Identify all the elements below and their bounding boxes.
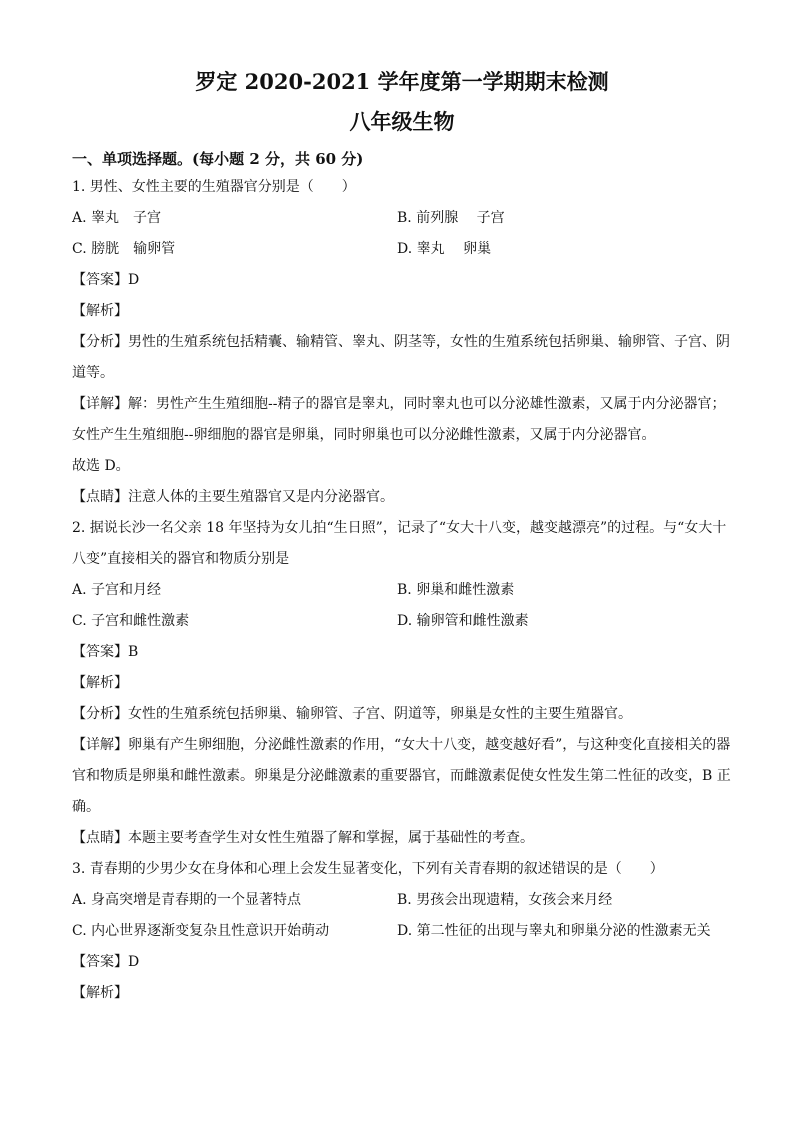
section-heading: 一、单项选择题。(每小题 2 分，共 60 分) (72, 150, 364, 168)
guxuan-line: 故选 D。 (72, 458, 130, 474)
option-d: D. 输卵管和雌性激素 (397, 613, 529, 629)
option-row (72, 606, 732, 637)
question-stem: 1. 男性、女性主要的生殖器官分别是（ ） (72, 179, 356, 195)
option-b: B. 前列腺 子宫 (397, 210, 505, 226)
xiangjie-paragraph: 【详解】卵巢有产生卵细胞，分泌雌性激素的作用，“女大十八变，越变越好看”，与这种变化直接相关的器官和物质是卵巢和雌性激素。卵巢是分泌雌激素的重要器官，而雌激素促使女性发生第二性征的改变，B 正确。 (72, 737, 731, 815)
option-row (72, 575, 732, 606)
answer-line: 【答案】B (72, 644, 139, 660)
option-a: A. 子宫和月经 (72, 582, 162, 598)
option-b: B. 男孩会出现遗精，女孩会来月经 (397, 892, 613, 908)
answer-line: 【答案】D (72, 272, 140, 288)
question-1 (72, 172, 732, 513)
question-stem: 2. 据说长沙一名父亲 18 年坚持为女儿拍“生日照”，记录了“女大十八变，越变越漂亮”的过程。与“女大十八变”直接相关的器官和物质分别是 (72, 520, 727, 567)
option-row (72, 916, 732, 947)
analysis-label: 【解析】 (72, 303, 128, 319)
dianjing-line: 【点睛】本题主要考查学生对女性生殖器了解和掌握，属于基础性的考查。 (72, 830, 534, 846)
answer-line: 【答案】D (72, 954, 140, 970)
option-a: A. 身高突增是青春期的一个显著特点 (72, 892, 302, 908)
xiangjie-paragraph: 【详解】解：男性产生生殖细胞--精子的器官是睾丸，同时睾丸也可以分泌雄性激素，又属于内分泌器官；女性产生生殖细胞--卵细胞的器官是卵巢，同时卵巢也可以分泌雌性激素，又属于内分泌器官。 (72, 396, 726, 443)
question-3 (72, 854, 732, 1009)
analysis-label: 【解析】 (72, 985, 128, 1001)
exam-subtitle: 八年级生物 (349, 109, 455, 134)
option-row (72, 234, 732, 265)
analysis-label: 【解析】 (72, 675, 128, 691)
fenxi-paragraph: 【分析】女性的生殖系统包括卵巢、输卵管、子宫、阴道等，卵巢是女性的主要生殖器官。 (72, 706, 632, 722)
question-stem: 3. 青春期的少男少女在身体和心理上会发生显著变化，下列有关青春期的叙述错误的是（ ） (72, 861, 664, 877)
fenxi-paragraph: 【分析】男性的生殖系统包括精囊、输精管、睾丸、阴茎等，女性的生殖系统包括卵巢、输卵管、子宫、阴道等。 (72, 334, 730, 381)
option-c: C. 子宫和雌性激素 (72, 613, 190, 629)
dianjing-line: 【点睛】注意人体的主要生殖器官又是内分泌器官。 (72, 489, 394, 505)
option-a: A. 睾丸 子宫 (72, 210, 162, 226)
option-c: C. 膀胱 输卵管 (72, 241, 176, 257)
option-c: C. 内心世界逐渐变复杂且性意识开始萌动 (72, 923, 330, 939)
option-row (72, 203, 732, 234)
option-d: D. 第二性征的出现与睾丸和卵巢分泌的性激素无关 (397, 923, 711, 939)
question-2 (72, 513, 732, 854)
exam-title: 罗定 2020-2021 学年度第一学期期末检测 (195, 69, 609, 94)
option-b: B. 卵巢和雌性激素 (397, 582, 515, 598)
option-d: D. 睾丸 卵巢 (397, 241, 492, 257)
exam-page (72, 64, 732, 1009)
option-row (72, 885, 732, 916)
